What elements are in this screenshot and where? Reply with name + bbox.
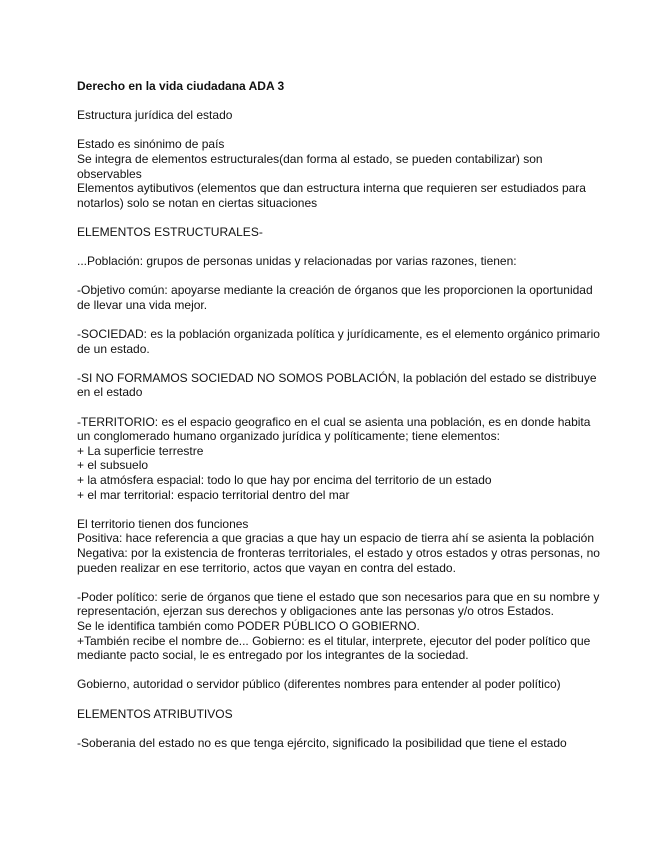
spacer — [77, 269, 607, 284]
funciones-line: Negativa: por la existencia de fronteras territoriales, el estado y otros estados y otras personas, no pueden realizar en ese territorio, actos que vayan en contra del estado. — [77, 546, 604, 575]
spacer — [77, 94, 607, 109]
paragraph-sociedad: -SOCIEDAD: es la población organizada política y jurídicamente, es el elemento orgánico primario de un estado. — [77, 327, 604, 356]
spacer — [77, 240, 607, 255]
spacer — [77, 356, 607, 371]
document-title: Derecho en la vida ciudadana ADA 3 — [77, 79, 285, 93]
paragraph-si-no: -SI NO FORMAMOS SOCIEDAD NO SOMOS POBLACIÓN, la población del estado se distribuye en el estado — [77, 370, 600, 400]
spacer — [77, 663, 607, 678]
spacer — [77, 575, 607, 590]
document-body — [77, 79, 607, 750]
spacer — [77, 313, 607, 328]
paragraph-poblacion: ...Población: grupos de personas unidas y relacionadas por varias razones, tienen: — [77, 254, 517, 269]
poder-line: Se le identifica también como PODER PÚBLICO O GOBIERNO. — [77, 618, 420, 633]
intro-line: Estado es sinónimo de país — [77, 137, 225, 152]
paragraph-territorio: -TERRITORIO: es el espacio geografico en el cual se asienta una población, es en donde habita un conglomerado humano organizado jurídica y políticamente; tiene elementos: — [77, 414, 594, 444]
spacer — [77, 210, 607, 225]
poder-line: +También recibe el nombre de... Gobierno: es el titular, interprete, ejecutor del poder político que mediante pacto social, le es entregado por los integrantes de la sociedad. — [77, 633, 594, 663]
territorio-list-item: + la atmósfera espacial: todo lo que hay por encima del territorio de un estado — [77, 473, 492, 488]
intro-line: Se integra de elementos estructurales(dan forma al estado, se pueden contabilizar) son observables — [77, 151, 546, 181]
spacer — [77, 721, 607, 736]
funciones-line: El territorio tienen dos funciones — [77, 516, 249, 531]
heading-structural-elements: ELEMENTOS ESTRUCTURALES- — [77, 224, 263, 239]
territorio-list-item: + el mar territorial: espacio territorial dentro del mar — [77, 487, 350, 502]
spacer — [77, 502, 607, 517]
spacer — [77, 123, 607, 138]
section-subtitle: Estructura jurídica del estado — [77, 108, 233, 123]
paragraph-gobierno: Gobierno, autoridad o servidor público (diferentes nombres para entender al poder político) — [77, 677, 561, 692]
paragraph-soberania: -Soberania del estado no es que tenga ejército, significado la posibilidad que tiene el estado — [77, 735, 567, 750]
funciones-line: Positiva: hace referencia a que gracias a que hay un espacio de tierra ahí se asienta la población — [77, 531, 594, 546]
paragraph-objetivo: -Objetivo común: apoyarse mediante la creación de órganos que les proporcionen la oportunidad de llevar una vida mejor. — [77, 283, 596, 312]
territorio-list-item: + el subsuelo — [77, 458, 149, 473]
poder-line: -Poder político: serie de órganos que tiene el estado que son necesarios para que en su nombre y representación, ejerzan sus derechos y obligaciones ante las personas y/o otros Estados. — [77, 589, 603, 619]
intro-line: Elementos aytibutivos (elementos que dan estructura interna que requieren ser estudiados para notarlos) solo se notan en ciertas situaciones — [77, 181, 590, 210]
spacer — [77, 692, 607, 707]
heading-attributive-elements: ELEMENTOS ATRIBUTIVOS — [77, 706, 233, 721]
spacer — [77, 400, 607, 415]
territorio-list-item: + La superficie terrestre — [77, 443, 204, 458]
